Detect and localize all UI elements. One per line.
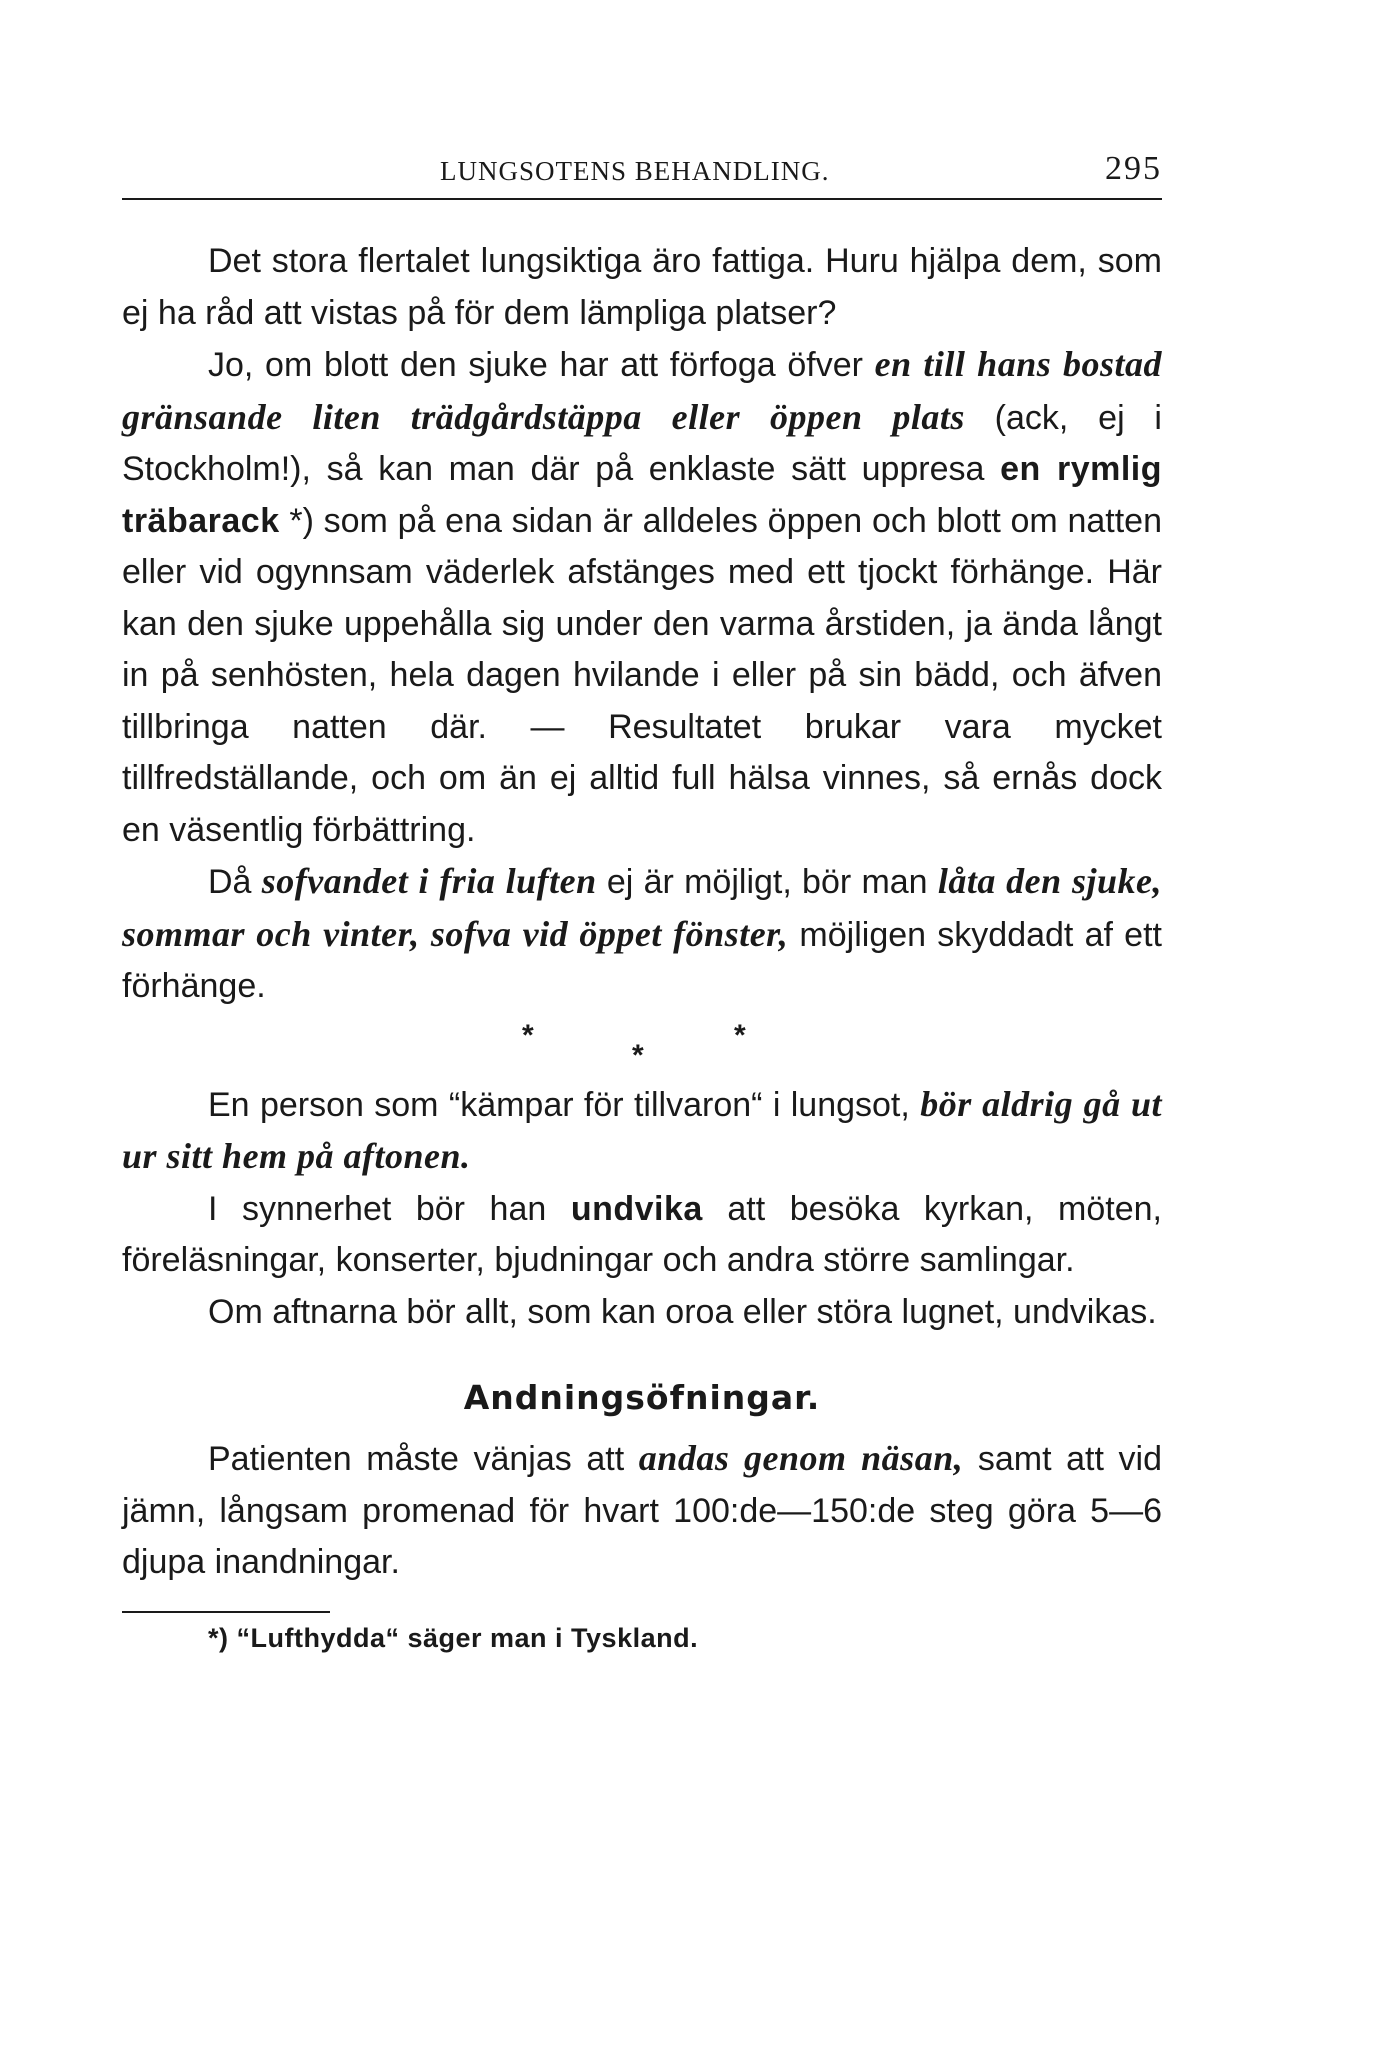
section-heading: Andningsöfningar. bbox=[463, 1378, 821, 1417]
paragraph-4-italic: bör aldrig gå ut ur sitt hem på aftonen. bbox=[122, 1083, 1163, 1176]
footnote-rule bbox=[122, 1611, 330, 1613]
paragraph-4-text-a: En person som “kämpar för tillvaron“ i lungsot, bbox=[208, 1085, 921, 1124]
paragraph-3-text-c: möjligen skyddadt af ett förhänge. bbox=[122, 915, 1162, 1005]
paragraph-2-text-c: *) som på ena sidan är alldeles öppen och blott om natten eller vid ogynnsam väderlek afstänges med ett tjockt förhänge. Här kan den sjuke uppehålla sig under den varma årstiden, ja ända långt in på senhösten, hela dagen hvilande i eller på sin bädd, och äfven tillbringa natten där. — Resultatet brukar vara mycket tillfredställande, och om än ej alltid full hälsa vinnes, så ernås dock en väsentlig förbättring. bbox=[122, 501, 1162, 849]
book-page bbox=[122, 150, 1162, 1654]
paragraph-7-italic: andas genom näsan, bbox=[638, 1438, 964, 1478]
asterism bbox=[122, 1013, 1162, 1079]
paragraph-2-italic: en till hans bostad gränsande liten trädgårdstäppa eller öppen plats bbox=[122, 344, 1162, 437]
paragraph-2-text-a: Jo, om blott den sjuke har att förfoga öfver bbox=[208, 346, 875, 384]
paragraph-2-bold: en rymlig träbarack bbox=[122, 450, 1162, 540]
paragraph-3-text-a: Då bbox=[208, 863, 262, 901]
paragraph-1-text: Det stora flertalet lungsiktiga äro fattiga. Huru hjälpa dem, som ej ha råd att vistas på för dem lämpliga platser? bbox=[122, 242, 1162, 332]
paragraph-5-text-a: I synnerhet bör han bbox=[208, 1189, 571, 1228]
page-header bbox=[122, 150, 1162, 200]
footnote: *) “Lufthydda“ säger man i Tyskland. bbox=[208, 1622, 699, 1653]
paragraph-1 bbox=[122, 236, 1162, 339]
paragraph-6-text: Om aftnarna bör allt, som kan oroa eller störa lugnet, undvikas. bbox=[208, 1292, 1157, 1331]
body-text bbox=[122, 236, 1162, 1654]
paragraph-5 bbox=[122, 1184, 1162, 1287]
asterism-star-3: * bbox=[734, 1018, 746, 1052]
paragraph-7-text-a: Patienten måste vänjas att bbox=[208, 1440, 639, 1478]
paragraph-3 bbox=[122, 856, 1162, 1013]
paragraph-2 bbox=[122, 339, 1162, 856]
paragraph-5-bold: undvika bbox=[570, 1189, 703, 1228]
page-number: 295 bbox=[1105, 150, 1162, 187]
paragraph-7 bbox=[122, 1433, 1162, 1589]
running-head: LUNGSOTENS BEHANDLING. bbox=[440, 156, 830, 186]
paragraph-3-italic-2: låta den sjuke, sommar och vinter, sofva vid öppet fönster, bbox=[122, 861, 1162, 954]
paragraph-6 bbox=[122, 1287, 1162, 1339]
asterism-star-2: * bbox=[632, 1038, 644, 1072]
paragraph-3-text-b: ej är möjligt, bör man bbox=[596, 863, 938, 901]
asterism-star-1: * bbox=[522, 1018, 534, 1052]
paragraph-7-text-b: samt att vid jämn, långsam promenad för hvart 100:de—150:de steg göra 5—6 djupa inandningar. bbox=[122, 1440, 1163, 1581]
paragraph-2-text-b: (ack, ej i Stockholm!), så kan man där på enklaste sätt uppresa bbox=[122, 398, 1162, 488]
header-rule bbox=[122, 198, 1162, 200]
paragraph-4 bbox=[122, 1079, 1162, 1184]
paragraph-5-text-b: att besöka kyrkan, möten, föreläsningar, konserter, bjudningar och andra större samlingar. bbox=[122, 1189, 1162, 1279]
paragraph-3-italic-1: sofvandet i fria luften bbox=[261, 861, 597, 901]
